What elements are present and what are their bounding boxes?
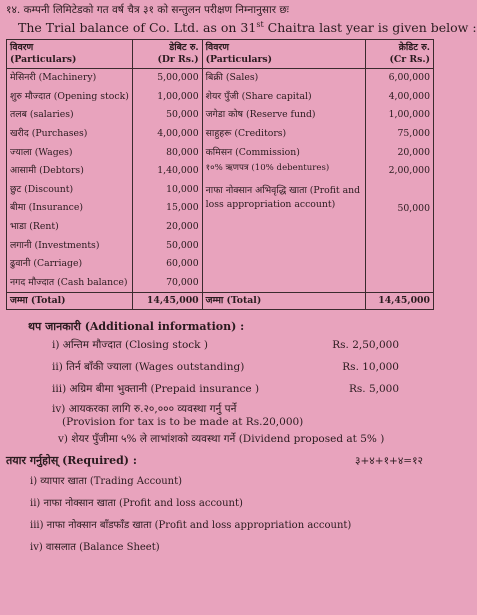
header-credit	[366, 40, 434, 69]
header-particulars-np: विवरण	[10, 42, 34, 54]
debit-amount: 10,000	[132, 181, 202, 200]
table-row	[7, 181, 434, 200]
additional-item-text: i) अन्तिम मौज्दात (Closing stock )	[52, 339, 208, 352]
question-english-pre: The Trial balance of Co. Ltd. as on 31	[18, 20, 257, 36]
additional-info-heading: थप जानकारी (Additional information) :	[28, 320, 245, 334]
table-row	[7, 255, 434, 274]
additional-item	[6, 378, 435, 400]
table-row	[7, 106, 434, 125]
question-nepali: १४. कम्पनी लिमिटेडको गत वर्ष चैत्र ३१ को सन्तुलन परीक्षण निम्नानुसार छः	[6, 4, 289, 16]
required-item: iv) वासलात (Balance Sheet)	[30, 542, 160, 554]
question-english-sup: st	[256, 20, 264, 29]
debit-amount: 50,000	[132, 106, 202, 125]
required-heading: तयार गर्नुहोस् (Required) :	[6, 454, 137, 468]
additional-item-4-np: iv) आयकरका लागि रु.२०,००० व्यवस्था गर्नु पर्ने	[52, 403, 237, 416]
required-item: ii) नाफा नोक्सान खाता (Profit and loss account)	[30, 498, 243, 510]
marks-label: ३+४+१+४=१२	[355, 455, 423, 468]
debit-amount: 70,000	[132, 274, 202, 293]
header-particulars-en-2: (Particulars)	[205, 54, 273, 66]
total-row	[7, 293, 434, 310]
table-row	[7, 69, 434, 88]
table-row	[7, 162, 434, 181]
debit-label: भाडा (Rent)	[7, 218, 133, 237]
credit-label: नाफा नोक्सान अभिवृद्धि खाता (Profit and loss appropriation account)	[202, 181, 365, 237]
additional-item-value: Rs. 5,000	[348, 383, 399, 396]
credit-total: 14,45,000	[366, 293, 434, 310]
header-credit-np: क्रेडिट रु.	[398, 42, 430, 54]
debit-label: बीमा (Insurance)	[7, 199, 133, 218]
credit-amount: 6,00,000	[366, 69, 434, 88]
required-item: iii) नाफा नोक्सान बाँडफाँड खाता (Profit and loss appropriation account)	[30, 520, 352, 532]
credit-amount: 1,00,000	[366, 106, 434, 125]
trial-balance-table	[6, 39, 434, 310]
header-debit	[132, 40, 202, 69]
table-header-row	[7, 40, 434, 69]
debit-label: मेसिनरी (Machinery)	[7, 69, 133, 88]
credit-amount: 4,00,000	[366, 88, 434, 107]
credit-label: जगेडा कोष (Reserve fund)	[202, 106, 365, 125]
question-english-post: Chaitra last year is given below :	[263, 20, 477, 36]
debit-amount: 1,40,000	[132, 162, 202, 181]
empty-cell	[202, 237, 365, 256]
header-particulars-debit	[7, 40, 133, 69]
additional-item-text: iii) अग्रिम बीमा भुक्तानी (Prepaid insurance )	[52, 383, 260, 396]
debit-label: शुरु मौज्दात (Opening stock)	[7, 88, 133, 107]
header-particulars-en: (Particulars)	[10, 54, 77, 66]
debit-label: नगद मौज्दात (Cash balance)	[7, 274, 133, 293]
debit-label: लगानी (Investments)	[7, 237, 133, 256]
header-particulars-credit	[202, 40, 365, 69]
empty-cell	[366, 274, 434, 293]
debit-amount: 1,00,000	[132, 88, 202, 107]
additional-item	[6, 356, 435, 378]
required-item: i) व्यापार खाता (Trading Account)	[30, 476, 183, 488]
debit-amount: 4,00,000	[132, 125, 202, 144]
additional-item-5: v) शेयर पुँजीमा ५% ले लाभांशको व्यवस्था गर्ने (Dividend proposed at 5% )	[58, 433, 385, 446]
credit-label: बिक्री (Sales)	[202, 69, 365, 88]
empty-cell	[366, 237, 434, 256]
debit-amount: 5,00,000	[132, 69, 202, 88]
additional-item-4	[52, 400, 435, 429]
additional-item	[6, 334, 435, 356]
debit-amount: 15,000	[132, 199, 202, 218]
empty-cell	[366, 255, 434, 274]
additional-item-4-en: (Provision for tax is to be made at Rs.20,000)	[62, 416, 304, 429]
additional-item-text: ii) तिर्न बाँकी ज्याला (Wages outstanding)	[52, 361, 245, 374]
debit-amount: 50,000	[132, 237, 202, 256]
debit-label: आसामी (Debtors)	[7, 162, 133, 181]
table-row	[7, 144, 434, 163]
credit-amount: 75,000	[366, 125, 434, 144]
question-english	[18, 17, 477, 36]
empty-cell	[202, 274, 365, 293]
credit-amount-cell	[366, 181, 434, 237]
header-credit-en: (Cr Rs.)	[389, 54, 430, 66]
table-row	[7, 274, 434, 293]
credit-label: साहुहरू (Creditors)	[202, 125, 365, 144]
header-debit-en: (Dr Rs.)	[157, 54, 199, 66]
debit-label: ढुवानी (Carriage)	[7, 255, 133, 274]
total-label-debit: जम्मा (Total)	[7, 293, 133, 310]
debit-label: तलब (salaries)	[7, 106, 133, 125]
header-debit-np: डेबिट रु.	[169, 42, 199, 54]
debit-label: छुट (Discount)	[7, 181, 133, 200]
header-particulars-np-2: विवरण	[205, 42, 229, 54]
debit-amount: 80,000	[132, 144, 202, 163]
empty-cell	[202, 255, 365, 274]
total-label-credit: जम्मा (Total)	[202, 293, 365, 310]
credit-amount: 50,000	[397, 202, 430, 214]
credit-amount: 2,00,000	[366, 162, 434, 181]
credit-label: १०% ऋणपत्र (10% debentures)	[202, 162, 365, 181]
required-heading-row	[6, 451, 435, 471]
table-row	[7, 125, 434, 144]
credit-label: शेयर पुँजी (Share capital)	[202, 88, 365, 107]
credit-amount: 20,000	[366, 144, 434, 163]
debit-amount: 20,000	[132, 218, 202, 237]
additional-item-value: Rs. 2,50,000	[332, 339, 399, 352]
debit-amount: 60,000	[132, 255, 202, 274]
additional-item-value: Rs. 10,000	[342, 361, 399, 374]
debit-total: 14,45,000	[132, 293, 202, 310]
credit-label: कमिसन (Commission)	[202, 144, 365, 163]
table-row	[7, 237, 434, 256]
debit-label: खरीद (Purchases)	[7, 125, 133, 144]
table-row	[7, 88, 434, 107]
debit-label: ज्याला (Wages)	[7, 144, 133, 163]
